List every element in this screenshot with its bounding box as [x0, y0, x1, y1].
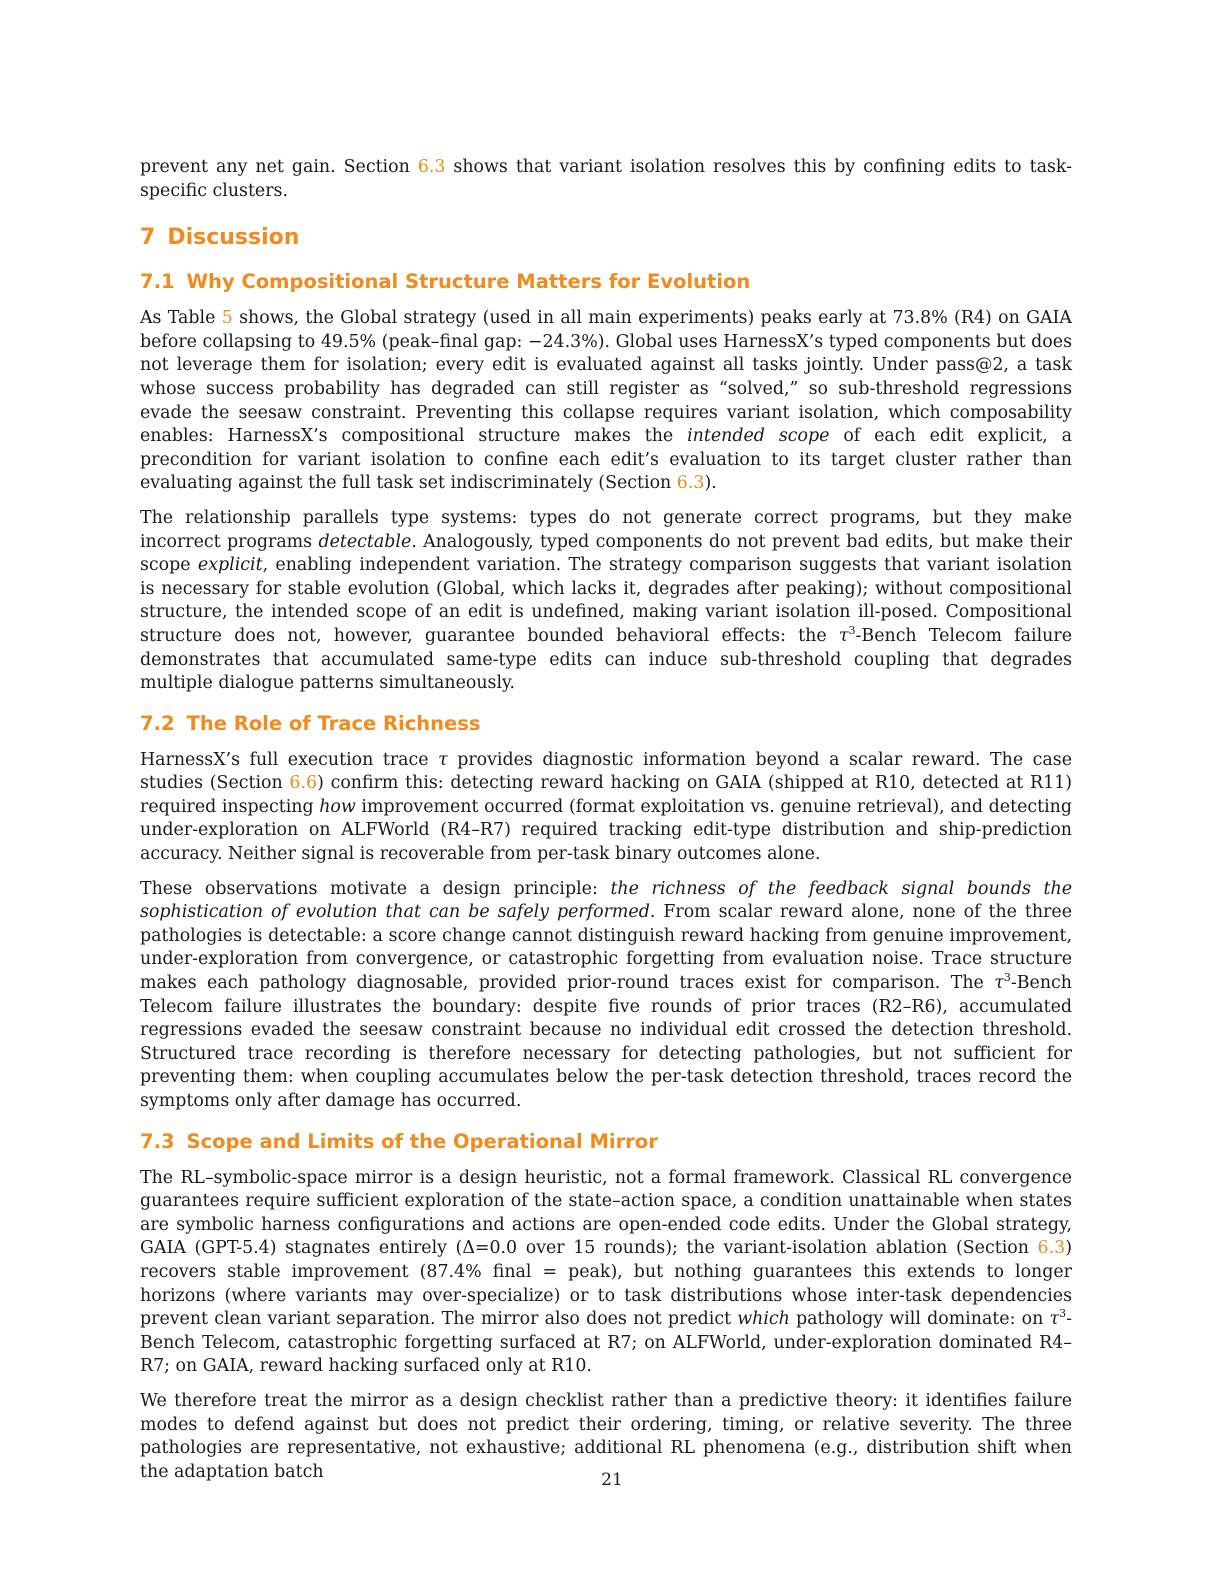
text-run: The relationship parallels type systems: types do not generate correct programs, but they make incorrect programs — [140, 507, 1072, 552]
text-run: ) recovers stable improvement (87.4% final = peak), but nothing guarantees this extends to longer horizons (where variants may over-specialize) or to task distributions whose inter-task dependencies prevent clean variant separation. The mirror also does not predict — [140, 1238, 1072, 1330]
text-run: shows, the Global strategy (used in all main experiments) peaks early at 73.8% (R4) on GAIA before collapsing to 49.5% (peak–final gap: −24.3%). Global uses HarnessX’s typed components but does not leverage them for isolation; every edit is evaluated against all tasks jointly. Under pass@2, a task whose success probability has degraded can still register as “solved,” so sub-threshold regressions evade the seesaw constraint. Preventing this collapse requires variant isolation, which composability enables: HarnessX’s compositional structure makes the — [140, 308, 1072, 447]
paragraph-7-3-a — [140, 1167, 1072, 1379]
text-run: of each edit explicit, a precondition for variant isolation to confine each edit’s evaluation to its target cluster rather than evaluating against the full task set indiscriminately (Section — [140, 426, 1072, 494]
section-ref-link[interactable]: 6.3 — [417, 157, 446, 177]
section-number: 7 — [140, 225, 156, 251]
page-number: 21 — [601, 1470, 623, 1490]
emphasis: which — [737, 1309, 790, 1330]
subsection-number: 7.1 — [140, 270, 175, 294]
emphasis: the richness of the feedback signal bounds the sophistication of evolution that can be safely performed — [140, 878, 1072, 923]
paragraph-7-2-b — [140, 878, 1072, 1114]
paragraph-7-1-a — [140, 307, 1072, 496]
section-ref-link[interactable]: 6.6 — [289, 773, 318, 794]
text-run: -Bench Telecom, catastrophic forgetting surfaced at R7; on ALFWorld, under-exploration dominated R4–R7; on GAIA, reward hacking surfaced only at R10. — [140, 1309, 1072, 1377]
subsection-title: Scope and Limits of the Operational Mirror — [186, 1129, 658, 1153]
emphasis: detectable — [318, 531, 412, 552]
subsection-heading-7-1 — [140, 270, 1072, 293]
tau-symbol: τ — [1049, 1309, 1060, 1330]
superscript: 3 — [1003, 971, 1011, 985]
text-run: As Table — [140, 308, 222, 329]
emphasis: explicit — [197, 555, 263, 576]
section-title: Discussion — [167, 225, 300, 251]
superscript: 3 — [1059, 1307, 1067, 1321]
section-heading-discussion — [140, 225, 1072, 250]
text-run: HarnessX’s full execution trace — [140, 749, 439, 770]
text-run: provides diagnostic information beyond a scalar reward. The case studies (Section — [140, 749, 1072, 794]
subsection-heading-7-2 — [140, 712, 1072, 735]
superscript: 3 — [848, 624, 856, 638]
text-run: The RL–symbolic-space mirror is a design heuristic, not a formal framework. Classical RL convergence guarantees require sufficient exploration of the state–action space, a condition unattainable when states are symbolic harness configurations and actions are open-ended code edits. Under the Global strategy, GAIA (GPT-5.4) stagnates entirely (Δ=0.0 over 15 rounds); the variant-isolation ablation (Section — [140, 1167, 1072, 1259]
section-ref-link[interactable]: 6.3 — [1037, 1238, 1066, 1259]
emphasis: how — [319, 796, 356, 817]
paragraph-7-2-a — [140, 749, 1072, 867]
page-content — [140, 156, 1072, 1495]
subsection-heading-7-3 — [140, 1130, 1072, 1153]
tau-symbol: τ — [438, 749, 448, 770]
subsection-title: The Role of Trace Richness — [186, 711, 481, 735]
text-run: prevent any net gain. Section — [140, 157, 418, 177]
section-ref-link[interactable]: 6.3 — [676, 473, 705, 494]
tau-symbol: τ — [838, 625, 849, 646]
text-run: shows that variant isolation resolves this by confining edits to task-specific clusters. — [140, 157, 1073, 201]
subsection-number: 7.2 — [140, 711, 175, 735]
table-ref-link[interactable]: 5 — [221, 308, 233, 329]
text-run: -Bench Telecom failure illustrates the boundary: despite five rounds of prior traces (R2–R6), accumulated regressions evaded the seesaw constraint because no individual edit crossed the detection threshold. Structured trace recording is therefore necessary for detecting pathologies, but not sufficient for preventing them: when coupling accumulates below the per-task detection threshold, traces record the symptoms only after damage has occurred. — [140, 973, 1072, 1111]
text-run: . From scalar reward alone, none of the three pathologies is detectable: a score change cannot distinguish reward hacking from genuine improvement, under-exploration from convergence, or catastrophic forgetting from evaluation noise. Trace structure makes each pathology diagnosable, provided prior-round traces exist for comparison. The — [140, 902, 1072, 994]
subsection-title: Why Compositional Structure Matters for Evolution — [186, 270, 751, 294]
text-run: pathology will dominate: on — [789, 1309, 1050, 1330]
text-run: -Bench Telecom failure demonstrates that accumulated same-type edits can induce sub-threshold coupling that degrades multiple dialogue patterns simultaneously. — [140, 625, 1072, 694]
text-run: These observations motivate a design principle: — [140, 878, 611, 899]
text-run: ) confirm this: detecting reward hacking on GAIA (shipped at R10, detected at R11) required inspecting — [140, 773, 1072, 817]
text-run: . Analogously, typed components do not prevent bad edits, but make their scope — [140, 531, 1072, 576]
text-run: , enabling independent variation. The strategy comparison suggests that variant isolation is necessary for stable evolution (Global, which lacks it, degrades after peaking); without compositional structure, the intended scope of an edit is undefined, making variant isolation ill-posed. Compositional structure does not, however, guarantee bounded behavioral effects: the — [140, 555, 1072, 646]
text-run: We therefore treat the mirror as a design checklist rather than a predictive theory: it identifies failure modes to defend against but does not predict their ordering, timing, or relative severity. The three pathologies are representative, not exhaustive; additional RL phenomena (e.g., distribution shift when the adaptation batch — [140, 1390, 1072, 1482]
text-run: improvement occurred (format exploitation vs. genuine retrieval), and detecting under-exploration on ALFWorld (R4–R7) required tracking edit-type distribution and ship-prediction accuracy. Neither signal is recoverable from per-task binary outcomes alone. — [140, 796, 1072, 865]
paragraph-7-1-b — [140, 507, 1072, 696]
intro-paragraph — [140, 156, 1072, 203]
subsection-number: 7.3 — [140, 1129, 175, 1153]
text-run: ). — [704, 473, 717, 494]
emphasis: intended scope — [687, 426, 830, 447]
tau-symbol: τ — [994, 973, 1004, 994]
